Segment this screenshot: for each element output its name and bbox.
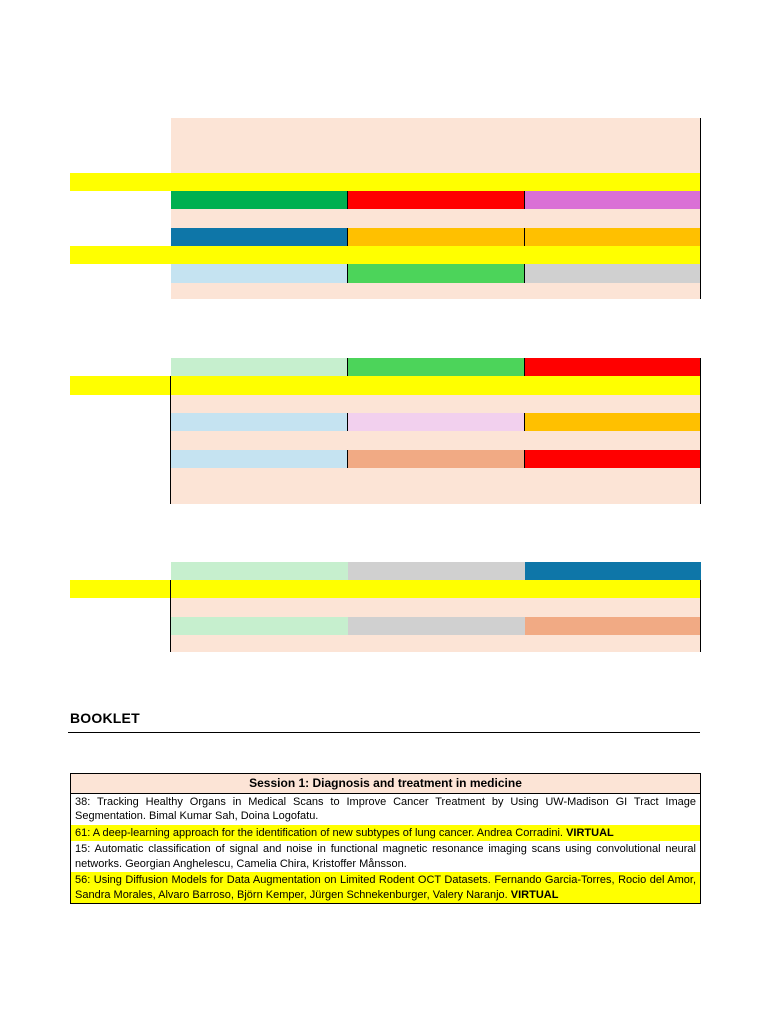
block2-slot-r1c3 bbox=[525, 358, 701, 376]
paper-entry-text: 56: Using Diffusion Models for Data Augmentation on Limited Rodent OCT Datasets. Fernando Garcia-Torres, Rocio del Amor, Sandra Morales, Alvaro Barroso, Björn Kemper, Jürgen Schnekenburger, Valery Naranjo. bbox=[75, 874, 696, 901]
block1-slot-r3c1 bbox=[171, 264, 348, 283]
block2-slot-r3c1 bbox=[171, 450, 348, 468]
block3-slot-r2c3 bbox=[525, 617, 701, 635]
block1-gap-row-1 bbox=[171, 209, 701, 228]
block2-slot-r2c3 bbox=[525, 413, 701, 431]
block2-yellow-band bbox=[171, 376, 701, 395]
block1-slot-r3c2 bbox=[348, 264, 525, 283]
session-title: Session 1: Diagnosis and treatment in medicine bbox=[71, 774, 700, 794]
paper-entry-text: 15: Automatic classification of signal and noise in functional magnetic resonance imaging scans using convolutional neural networks. Georgian Anghelescu, Camelia Chira, Kristoffer Månsson. bbox=[75, 843, 696, 870]
block3-footer-row bbox=[171, 635, 701, 652]
block1-slot-r1c3 bbox=[525, 191, 701, 209]
block2-gap-row-1 bbox=[171, 395, 701, 413]
block2-gap-row-2 bbox=[171, 431, 701, 450]
booklet-divider bbox=[68, 732, 700, 733]
block1-slot-r2c2 bbox=[348, 228, 525, 246]
block2-slot-r2c1 bbox=[171, 413, 348, 431]
block1-slot-r2c1 bbox=[171, 228, 348, 246]
block1-yellow-band-1 bbox=[70, 173, 701, 191]
block3-left-border bbox=[170, 580, 171, 652]
block2-slot-r1c2 bbox=[348, 358, 525, 376]
block3-slot-r1c3 bbox=[525, 562, 701, 580]
paper-entry-61 bbox=[71, 825, 700, 842]
booklet-heading: BOOKLET bbox=[70, 710, 140, 726]
block1-yellow-band-2 bbox=[70, 246, 701, 264]
block3-yellow-band bbox=[171, 580, 701, 598]
session-table bbox=[70, 773, 701, 904]
paper-entry-56 bbox=[71, 872, 700, 903]
block2-right-border bbox=[700, 358, 701, 504]
virtual-badge: VIRTUAL bbox=[566, 826, 614, 839]
block3-slot-r1c2 bbox=[348, 562, 525, 580]
block1-header-area bbox=[171, 118, 701, 173]
block3-yellow-band-left bbox=[70, 580, 170, 598]
block3-slot-r1c1 bbox=[171, 562, 348, 580]
paper-entry-38 bbox=[71, 794, 700, 825]
paper-entry-15 bbox=[71, 841, 700, 872]
block3-right-border bbox=[700, 580, 701, 652]
block2-slot-r1c1 bbox=[171, 358, 348, 376]
block3-slot-r2c2 bbox=[348, 617, 525, 635]
block1-footer-row bbox=[171, 283, 701, 299]
block1-slot-r1c1 bbox=[171, 191, 348, 209]
block3-slot-r2c1 bbox=[171, 617, 348, 635]
paper-entry-text: 61: A deep-learning approach for the identification of new subtypes of lung cancer. Andrea Corradini. bbox=[75, 826, 563, 839]
block2-slot-r3c3 bbox=[525, 450, 701, 468]
paper-entry-text: 38: Tracking Healthy Organs in Medical Scans to Improve Cancer Treatment by Using UW-Madison GI Tract Image Segmentation. Bimal Kumar Sah, Doina Logofatu. bbox=[75, 795, 696, 822]
block2-yellow-band-left bbox=[70, 376, 170, 395]
block2-slot-r2c2 bbox=[348, 413, 525, 431]
block1-slot-r2c3 bbox=[525, 228, 701, 246]
block1-right-border bbox=[700, 118, 701, 299]
block1-slot-r1c2 bbox=[348, 191, 525, 209]
block2-left-border bbox=[170, 376, 171, 504]
block2-slot-r3c2 bbox=[348, 450, 525, 468]
block3-gap-row-1 bbox=[171, 598, 701, 617]
virtual-badge: VIRTUAL bbox=[510, 888, 559, 901]
block2-footer-area bbox=[171, 468, 701, 504]
block1-slot-r3c3 bbox=[525, 264, 701, 283]
